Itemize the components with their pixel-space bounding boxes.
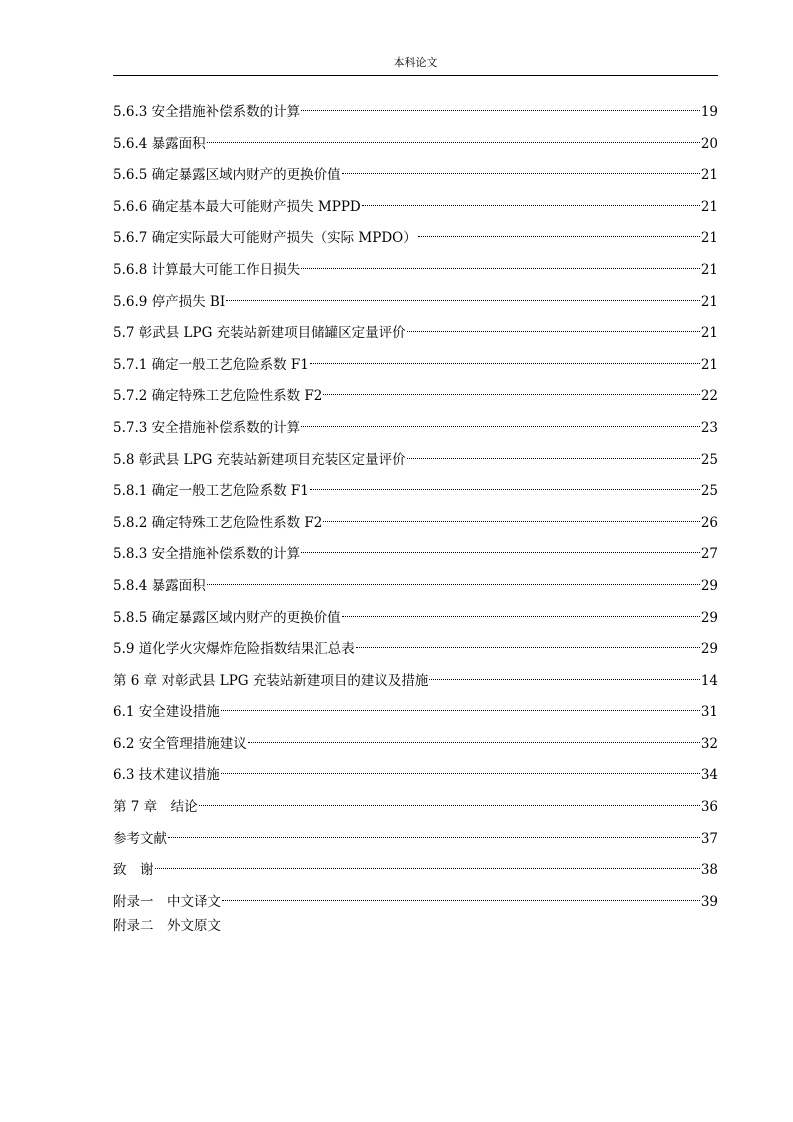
toc-entry[interactable] — [113, 600, 718, 632]
toc-dot-leader — [323, 378, 699, 400]
toc-entry-title: 5.6.6 确定基本最大可能财产损失 MPPD — [113, 198, 361, 215]
toc-dot-leader — [418, 220, 700, 242]
toc-entry-page: 21 — [700, 230, 718, 247]
toc-dot-leader — [207, 568, 700, 590]
toc-entry-title: 5.6.8 计算最大可能工作日损失 — [113, 261, 301, 278]
toc-entry[interactable] — [113, 694, 718, 726]
toc-entry-title: 5.7.3 安全措施补偿系数的计算 — [113, 419, 301, 436]
toc-dot-leader — [301, 410, 700, 432]
toc-dot-leader — [407, 315, 700, 337]
toc-entry[interactable] — [113, 126, 718, 158]
toc-entry[interactable] — [113, 220, 718, 252]
toc-entry-page: 20 — [700, 135, 718, 152]
toc-entry-page: 25 — [700, 451, 718, 468]
toc-entry-title: 5.9 道化学火灾爆炸危险指数结果汇总表 — [113, 641, 355, 658]
toc-entry-title: 致 谢 — [113, 862, 154, 879]
toc-entry-title: 5.6.4 暴露面积 — [113, 135, 206, 152]
toc-entry-title: 5.6.9 停产损失 BI — [113, 293, 226, 310]
toc-entry[interactable] — [113, 410, 718, 442]
toc-entry[interactable] — [113, 284, 718, 316]
toc-entry-page: 19 — [700, 104, 718, 120]
page-header — [113, 56, 718, 76]
toc-entry-page: 21 — [700, 261, 718, 278]
toc-entry-title: 5.8.2 确定特殊工艺危险性系数 F2 — [113, 514, 323, 531]
toc-entry-title: 5.6.7 确定实际最大可能财产损失（实际 MPDO） — [113, 230, 417, 247]
toc-entry[interactable] — [113, 189, 718, 221]
toc-entry-page: 36 — [700, 799, 718, 816]
toc-dot-leader — [207, 126, 700, 148]
toc-entry[interactable] — [113, 757, 718, 789]
toc-entry-page: 22 — [700, 388, 718, 405]
toc-entry-title: 5.8.5 确定暴露区域内财产的更换价值 — [113, 609, 341, 626]
toc-dot-leader — [221, 694, 700, 716]
toc-entry[interactable] — [113, 442, 718, 474]
toc-dot-leader — [342, 157, 700, 179]
toc-entry-page: 27 — [700, 546, 718, 563]
toc-entry[interactable] — [113, 94, 718, 126]
toc-dot-leader — [301, 252, 700, 274]
toc-entry[interactable] — [113, 568, 718, 600]
toc-entry[interactable] — [113, 252, 718, 284]
toc-entry-title: 附录一 中文译文 — [113, 893, 221, 910]
toc-entry[interactable] — [113, 884, 718, 916]
toc-dot-leader — [155, 852, 700, 874]
toc-entry[interactable] — [113, 378, 718, 410]
toc-dot-leader — [168, 821, 700, 843]
toc-entry-title: 5.8.4 暴露面积 — [113, 577, 206, 594]
toc-dot-leader — [407, 442, 700, 464]
toc-entry-page: 14 — [700, 672, 718, 689]
toc-entry-title: 附录二 外文原文 — [113, 918, 221, 935]
toc-dot-leader — [301, 536, 700, 558]
toc-entry-page: 29 — [700, 577, 718, 594]
toc-entry[interactable] — [113, 631, 718, 663]
toc-entry-page: 21 — [700, 293, 718, 310]
toc-dot-leader — [342, 600, 700, 622]
toc-entry-page: 29 — [700, 641, 718, 658]
toc-entry[interactable] — [113, 473, 718, 505]
toc-entry[interactable] — [113, 157, 718, 189]
toc-dot-leader — [301, 94, 700, 116]
toc-entry-title: 参考文献 — [113, 830, 167, 847]
toc-entry[interactable] — [113, 852, 718, 884]
toc-entry-title: 5.6.3 安全措施补偿系数的计算 — [113, 104, 301, 120]
toc-dot-leader — [429, 663, 699, 685]
toc-entry-page: 21 — [700, 325, 718, 342]
toc-dot-leader — [226, 284, 700, 306]
toc-entry-page: 29 — [700, 609, 718, 626]
toc-entry-title: 5.7.1 确定一般工艺危险系数 F1 — [113, 356, 309, 373]
toc-entry[interactable] — [113, 315, 718, 347]
toc-entry-title: 5.8 彰武县 LPG 充装站新建项目充装区定量评价 — [113, 451, 406, 468]
toc-entry[interactable] — [113, 726, 718, 758]
toc-dot-leader — [310, 347, 700, 369]
toc-entry[interactable] — [113, 536, 718, 568]
toc-entry[interactable] — [113, 347, 718, 379]
toc-entry[interactable] — [113, 505, 718, 537]
toc-entry-page: 39 — [700, 893, 718, 910]
toc-entry-title: 6.3 技术建议措施 — [113, 767, 220, 784]
toc-entry-page: 38 — [700, 862, 718, 879]
header-title: 本科论文 — [393, 56, 438, 69]
toc-dot-leader — [221, 757, 700, 779]
toc-entry[interactable] — [113, 789, 718, 821]
toc-entry-title: 第 6 章 对彰武县 LPG 充装站新建项目的建议及措施 — [113, 672, 429, 689]
toc-dot-leader — [248, 726, 700, 748]
toc-dot-leader — [356, 631, 700, 653]
toc-entry-page: 25 — [700, 483, 718, 500]
toc-entry-title: 5.7 彰武县 LPG 充装站新建项目储罐区定量评价 — [113, 325, 406, 342]
toc-entry[interactable] — [113, 663, 718, 695]
toc-entry-title: 5.7.2 确定特殊工艺危险性系数 F2 — [113, 388, 323, 405]
toc-entry-page: 26 — [700, 514, 718, 531]
toc-entry-title: 5.8.3 安全措施补偿系数的计算 — [113, 546, 301, 563]
toc-dot-leader — [362, 189, 700, 211]
toc-entry-page: 21 — [700, 356, 718, 373]
toc-entry-page: 23 — [700, 419, 718, 436]
toc-entry[interactable] — [113, 821, 718, 853]
toc-entry-title: 第 7 章 结论 — [113, 799, 198, 816]
table-of-contents — [113, 94, 718, 947]
toc-dot-leader — [323, 505, 699, 527]
toc-entry-page: 32 — [700, 735, 718, 752]
toc-entry-title: 6.1 安全建设措施 — [113, 704, 220, 721]
toc-entry-title: 5.8.1 确定一般工艺危险系数 F1 — [113, 483, 309, 500]
toc-dot-leader — [310, 473, 700, 495]
toc-dot-leader — [222, 884, 700, 906]
toc-entry-page: 21 — [700, 198, 718, 215]
toc-dot-leader — [199, 789, 700, 811]
toc-entry-title: 6.2 安全管理措施建议 — [113, 735, 247, 752]
toc-entry-page: 37 — [700, 830, 718, 847]
toc-entry-page: 34 — [700, 767, 718, 784]
toc-entry-page: 21 — [700, 167, 718, 184]
toc-entry-page: 31 — [700, 704, 718, 721]
toc-entry[interactable] — [113, 915, 718, 947]
toc-entry-title: 5.6.5 确定暴露区域内财产的更换价值 — [113, 167, 341, 184]
